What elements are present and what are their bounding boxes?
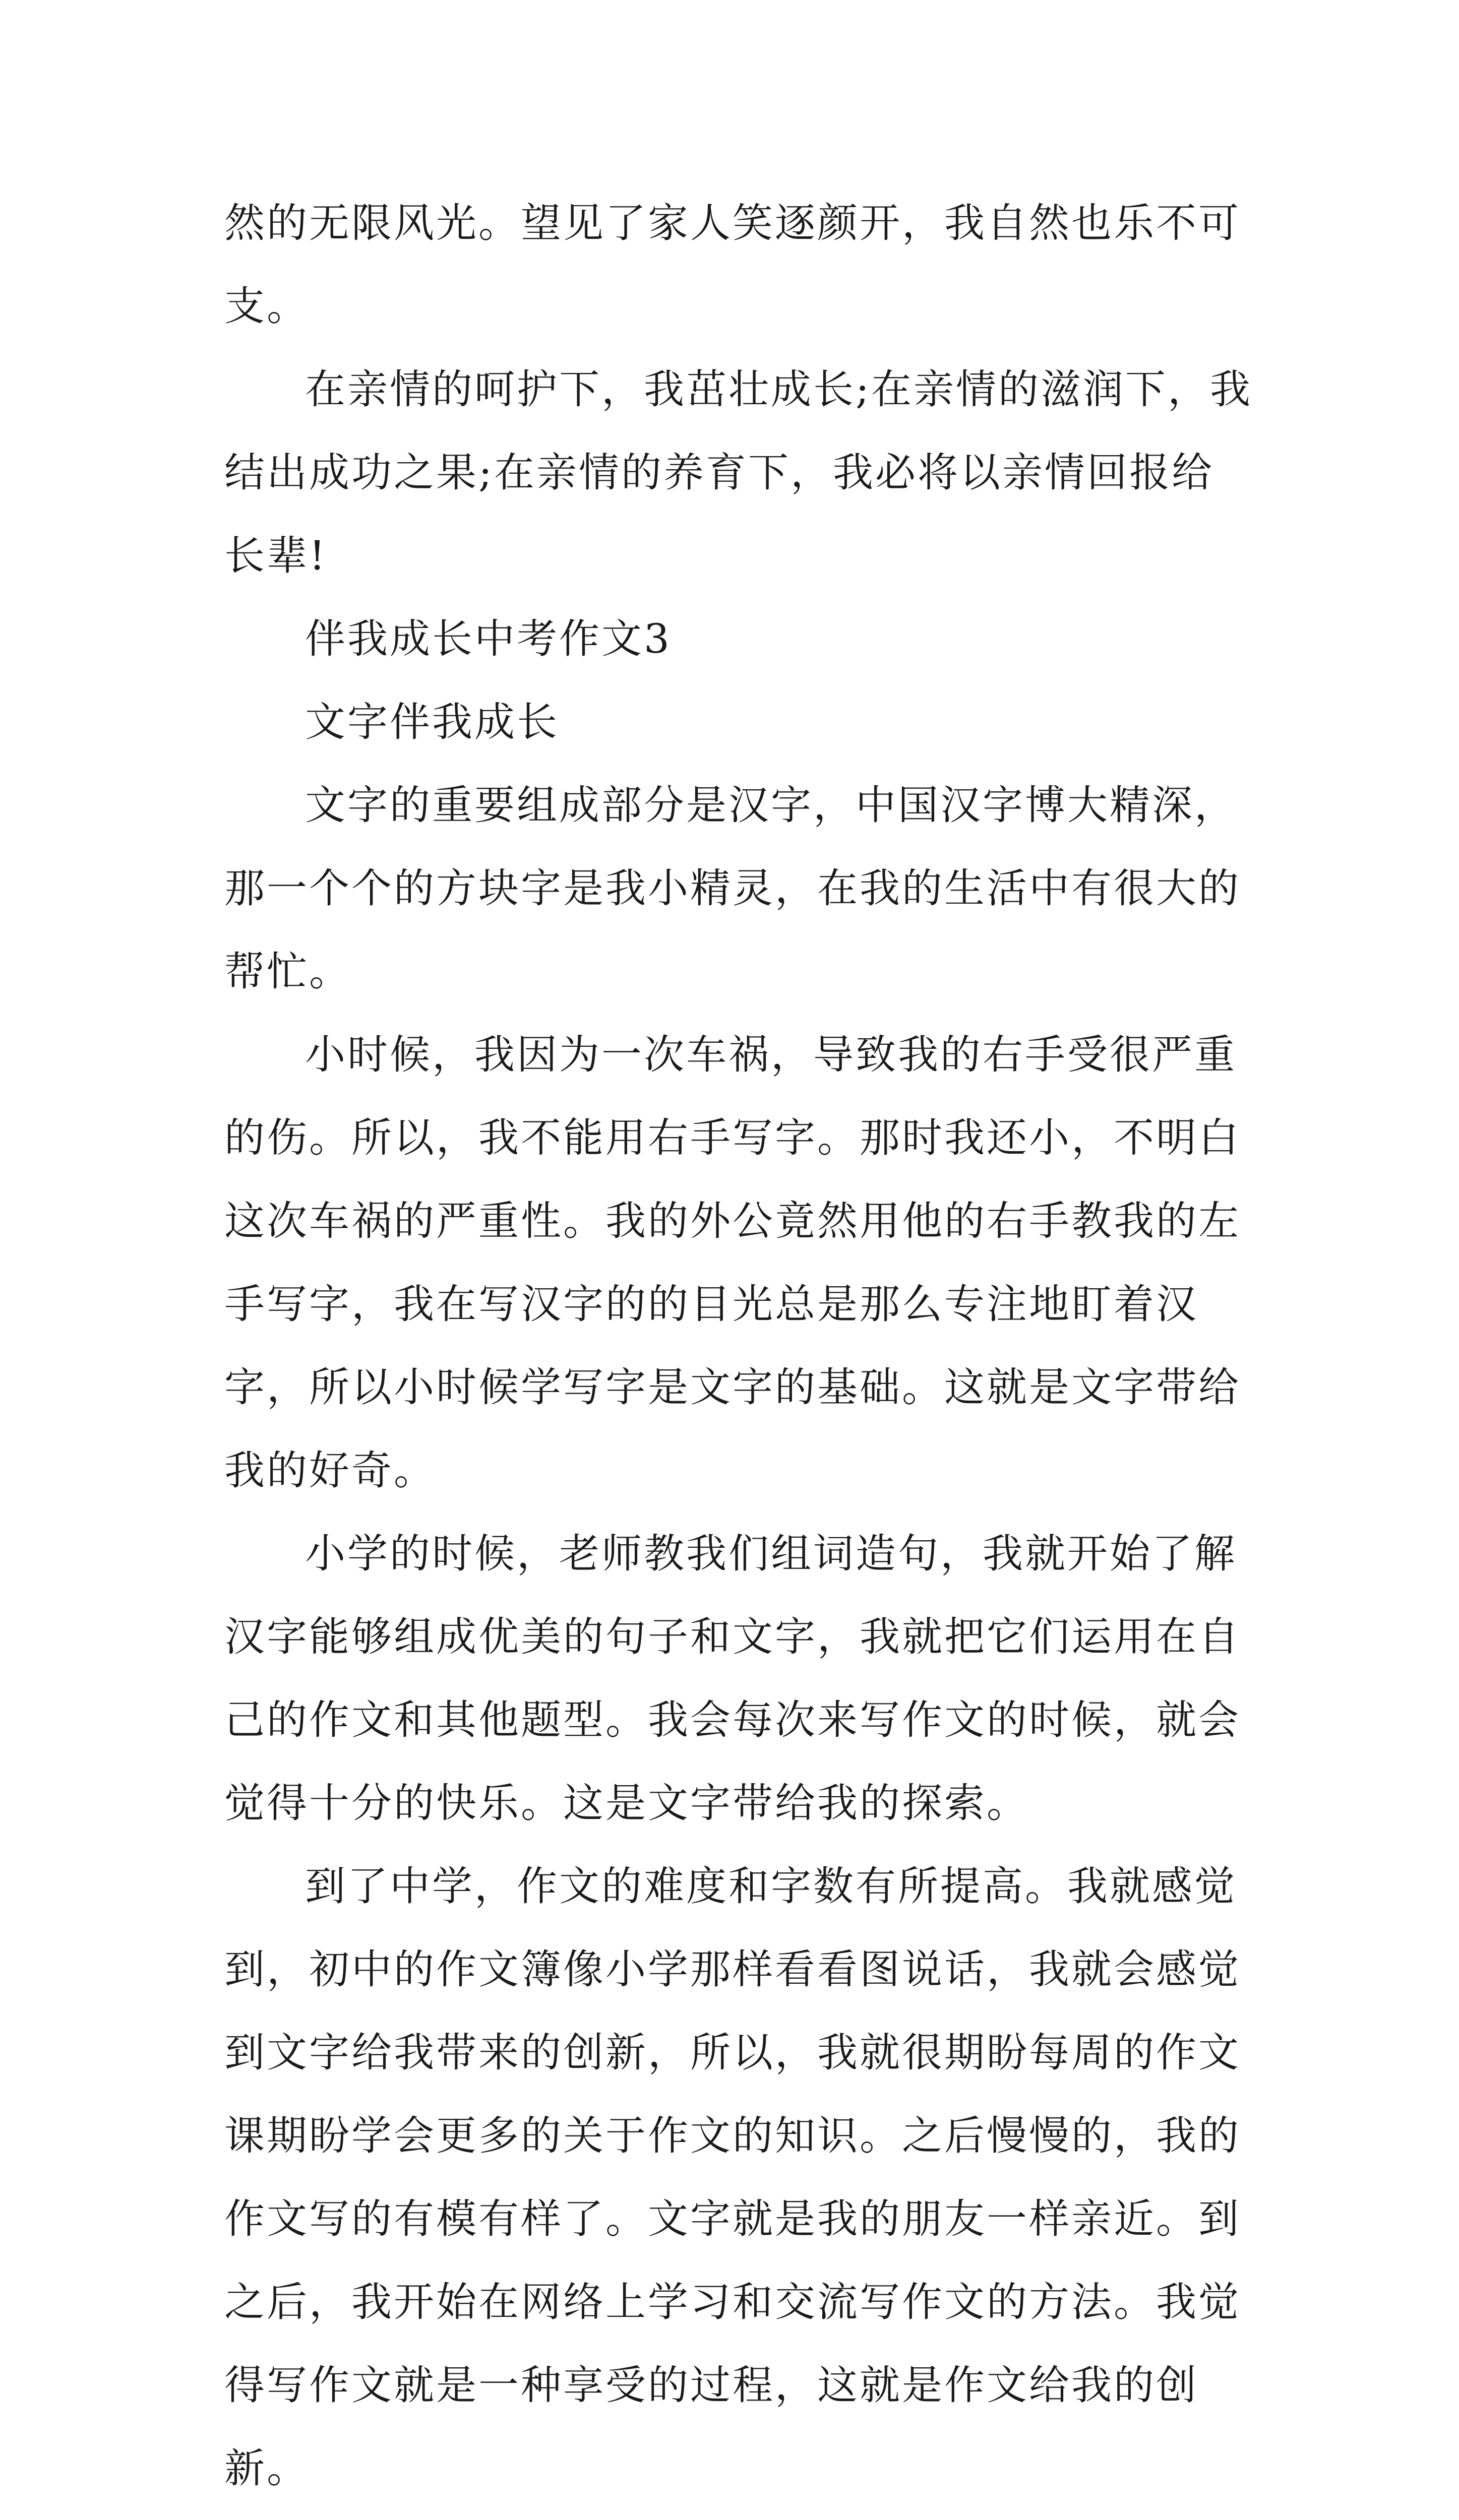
paragraph: [224, 2510, 1253, 2520]
paragraph: 文字的重要组成部分是汉字，中国汉字博大精深，那一个个的方块字是我小精灵，在我的生活中有很大的帮忙。: [224, 782, 1241, 995]
section-heading: 伴我成长中考作文3: [305, 615, 672, 662]
document-body: [224, 181, 1253, 2520]
essay-title: 文字伴我成长: [305, 699, 559, 745]
paragraph: 小时候，我因为一次车祸，导致我的右手受很严重的伤。所以，我不能用右手写字。那时我还小，不明白这次车祸的严重性。我的外公竟然用他的右手教我的左手写字，我在写汉字的的目光总是那么专注地盯着汉字，所以小时候学写字是文字的基础。这就是文字带给我的好奇。: [224, 1031, 1241, 1494]
paragraph: 到了中学，作文的难度和字数有所提高。我就感觉到，初中的作文簿像小学那样看看图说话，我就会感觉到文字给我带来的创新，所以，我就很期盼每周的作文课期盼学会更多的关于作文的知识。之后慢慢的，我的作文写的有模有样了。文字就是我的朋友一样亲近。到之后，我开始在网络上学习和交流写作文的方法。我觉得写作文就是一种享受的过程，这就是作文给我的创新。: [224, 1863, 1241, 2492]
paragraph: 小学的时候，老师教我们组词造句，我就开始了解汉字能够组成优美的句子和文字，我就把它们运用在自己的作文和其他题型。我会每次来写作文的时候，就会觉得十分的快乐。这是文字带给我的探索。: [224, 1530, 1241, 1826]
paragraph-continuation: 然的无限风光。望见了家人笑逐颜开，我自然也乐不可支。: [224, 200, 1241, 330]
paragraph: 在亲情的呵护下，我茁壮成长;在亲情的滋润下，我结出成功之果;在亲情的养育下，我必将以亲情回报给长辈!: [224, 366, 1252, 579]
